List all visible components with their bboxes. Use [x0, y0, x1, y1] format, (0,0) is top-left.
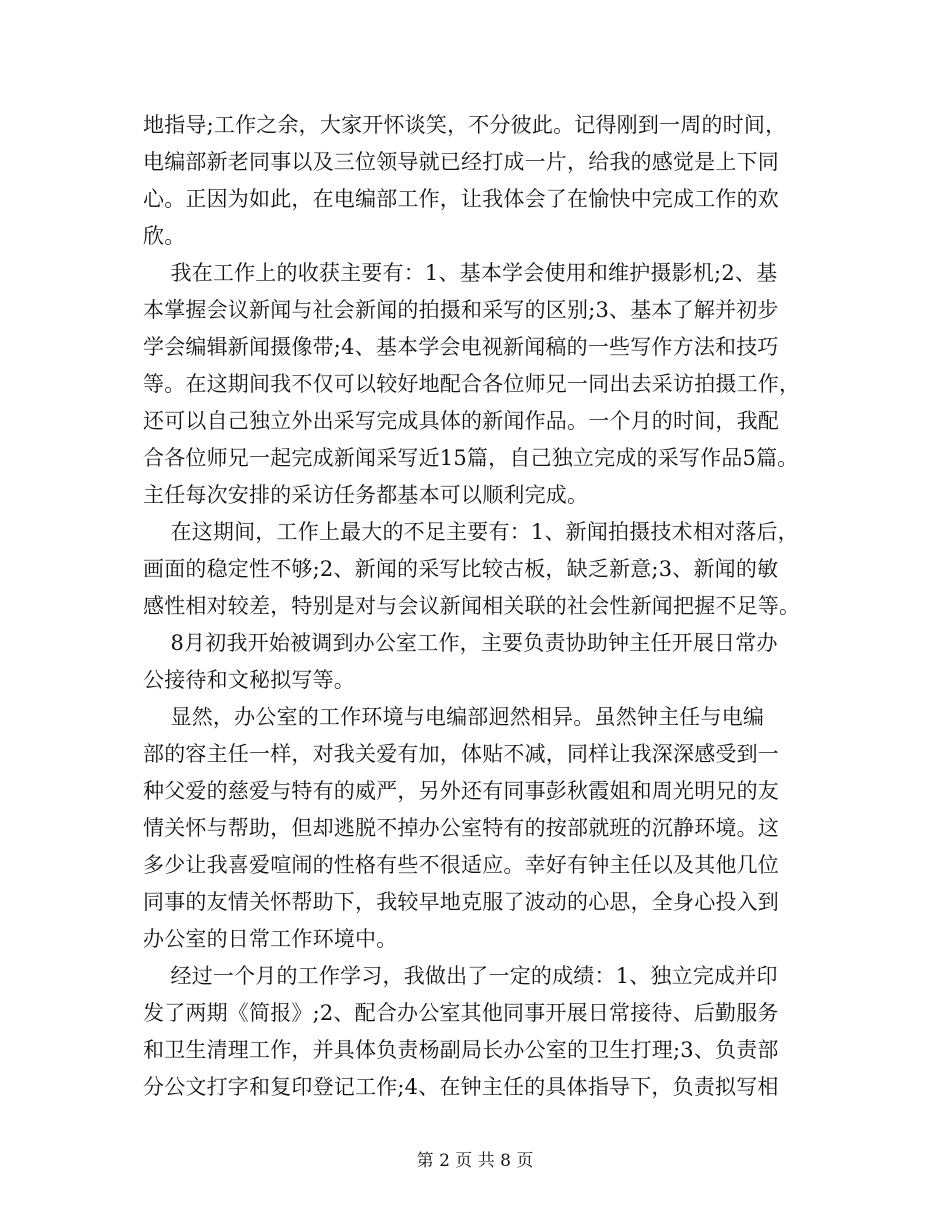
- body-text-line: 和卫生清理工作，并具体负责杨副局长办公室的卫生打理;3、负责部: [143, 1038, 779, 1062]
- body-text-line: 公接待和文秘拟写等。: [143, 668, 355, 692]
- body-text-line: 种父爱的慈爱与特有的威严，另外还有同事彭秋霞姐和周光明兄的友: [143, 779, 779, 803]
- body-text-line: 分公文打字和复印登记工作;4、在钟主任的具体指导下，负责拟写相: [143, 1075, 779, 1099]
- body-text-line: 情关怀与帮助，但却逃脱不掉办公室特有的按部就班的沉静环境。这: [143, 816, 779, 840]
- body-text-line: 部的容主任一样，对我关爱有加，体贴不减，同样让我深深感受到一: [143, 742, 779, 766]
- body-text-line: 发了两期《简报》;2、配合办公室其他同事开展日常接待、后勤服务: [143, 1001, 779, 1025]
- body-text-line: 学会编辑新闻摄像带;4、基本学会电视新闻稿的一些写作方法和技巧: [143, 335, 779, 359]
- body-text-line: 欣。: [143, 224, 186, 248]
- body-text-line: 画面的稳定性不够;2、新闻的采写比较古板，缺乏新意;3、新闻的敏: [143, 557, 779, 581]
- body-text-line: 经过一个月的工作学习，我做出了一定的成绩：1、独立完成并印: [143, 964, 778, 988]
- body-text-line: 等。在这期间我不仅可以较好地配合各位师兄一同出去采访拍摄工作，: [143, 372, 801, 396]
- body-text-line: 本掌握会议新闻与社会新闻的拍摄和采写的区别;3、基本了解并初步: [143, 298, 779, 322]
- page-number-footer: 第 2 页 共 8 页: [416, 1151, 534, 1171]
- body-text-line: 地指导;工作之余，大家开怀谈笑，不分彼此。记得刚到一周的时间，: [143, 113, 787, 137]
- body-text-line: 8月初我开始被调到办公室工作，主要负责协助钟主任开展日常办: [143, 631, 778, 655]
- body-text-line: 还可以自己独立外出采写完成具体的新闻作品。一个月的时间，我配: [143, 409, 779, 433]
- body-text-line: 办公室的日常工作环境中。: [143, 927, 398, 951]
- body-text-line: 显然，办公室的工作环境与电编部迥然相异。虽然钟主任与电编: [143, 705, 765, 729]
- body-text-line: 主任每次安排的采访任务都基本可以顺利完成。: [143, 483, 589, 507]
- body-text-line: 在这期间，工作上最大的不足主要有：1、新闻拍摄技术相对落后，: [143, 520, 799, 544]
- body-text-line: 多少让我喜爱喧闹的性格有些不很适应。幸好有钟主任以及其他几位: [143, 853, 779, 877]
- body-text-line: 感性相对较差，特别是对与会议新闻相关联的社会性新闻把握不足等。: [143, 594, 801, 618]
- body-text-line: 电编部新老同事以及三位领导就已经打成一片，给我的感觉是上下同: [143, 150, 779, 174]
- body-text-line: 心。正因为如此，在电编部工作，让我体会了在愉快中完成工作的欢: [143, 187, 779, 211]
- body-text-line: 同事的友情关怀帮助下，我较早地克服了波动的心思，全身心投入到: [143, 890, 779, 914]
- body-text-line: 我在工作上的收获主要有：1、基本学会使用和维护摄影机;2、基: [143, 261, 778, 285]
- body-text-line: 合各位师兄一起完成新闻采写近15篇，自己独立完成的采写作品5篇。: [143, 446, 799, 470]
